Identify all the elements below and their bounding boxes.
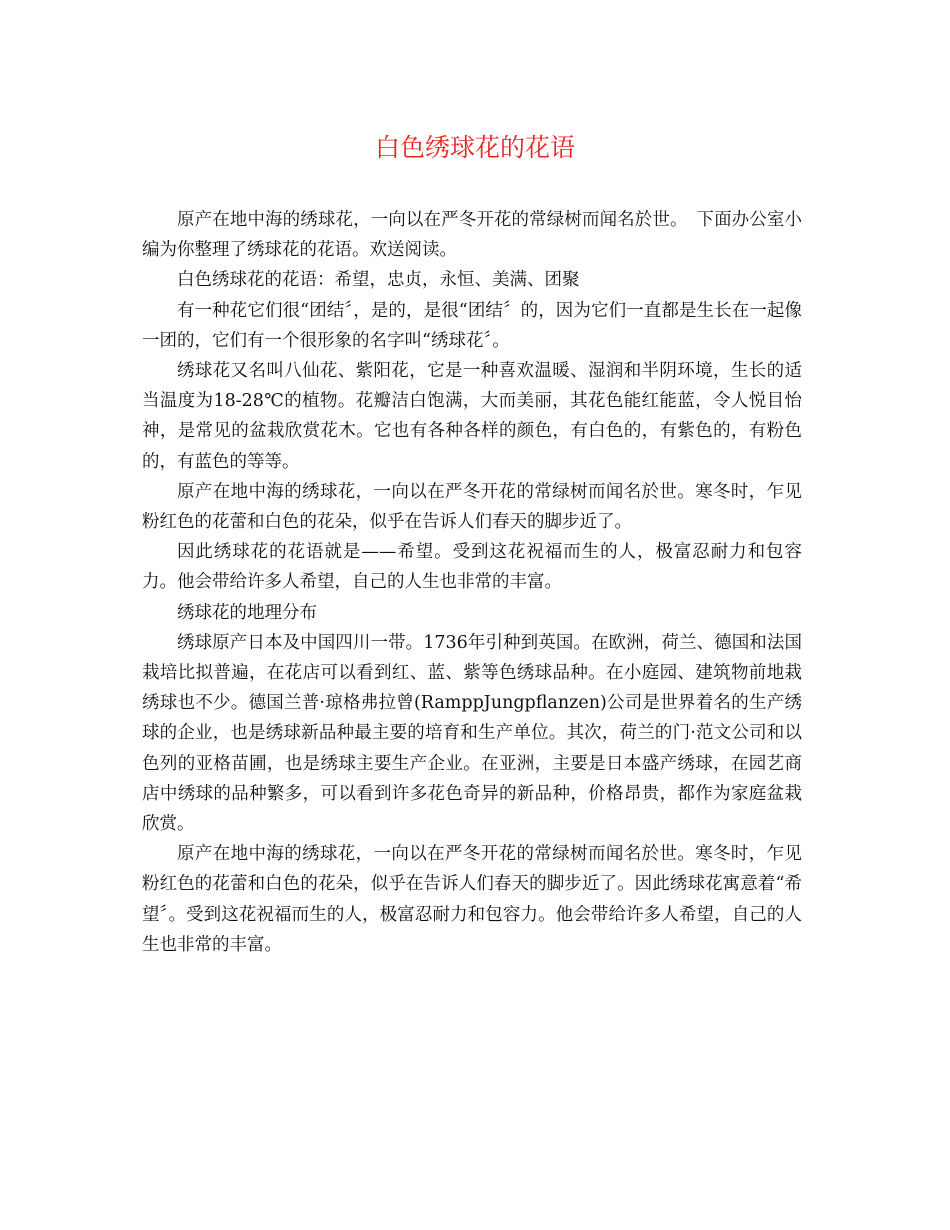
document-body (142, 205, 802, 960)
document-title: 白色绣球花的花语 (374, 133, 575, 162)
paragraph-unity: 有一种花它们很“团结〞，是的，是很“团结〞的，因为它们一直都是生长在一起像一团的，它们有一个很形象的名字叫“绣球花〞。 (142, 300, 802, 351)
paragraph-conclusion: 原产在地中海的绣球花，一向以在严冬开花的常绿树而闻名於世。寒冬时，乍见粉红色的花蕾和白色的花朵，似乎在告诉人们春天的脚步近了。因此绣球花寓意着“希望〞。受到这花祝福而生的人，极富忍耐力和包容力。他会带给许多人希望，自己的人生也非常的丰富。 (142, 844, 802, 955)
paragraph-intro: 原产在地中海的绣球花，一向以在严冬开花的常绿树而闻名於世。 下面办公室小编为你整理了绣球花的花语。欢送阅读。 (142, 210, 802, 261)
paragraph-origin: 原产在地中海的绣球花，一向以在严冬开花的常绿树而闻名於世。寒冬时，乍见粉红色的花蕾和白色的花朵，似乎在告诉人们春天的脚步近了。 (142, 481, 802, 533)
paragraph-flower-language: 白色绣球花的花语：希望，忠贞，永恒、美满、团聚 (177, 270, 580, 291)
section-heading-distribution: 绣球花的地理分布 (177, 602, 317, 623)
paragraph-description: 绣球花又名叫八仙花、紫阳花，它是一种喜欢温暖、湿润和半阴环境，生长的适当温度为18-28℃的植物。花瓣洁白饱满，大而美丽，其花色能红能蓝，令人悦目怡神，是常见的盆栽欣赏花木。它也有各种各样的颜色，有白色的，有紫色的，有粉色的，有蓝色的等等。 (142, 361, 802, 472)
paragraph-meaning: 因此绣球花的花语就是——希望。受到这花祝福而生的人，极富忍耐力和包容力。他会带给许多人希望，自己的人生也非常的丰富。 (142, 542, 802, 593)
paragraph-distribution: 绣球原产日本及中国四川一带。1736年引种到英国。在欧洲，荷兰、德国和法国栽培比拟普遍，在花店可以看到红、蓝、紫等色绣球品种。在小庭园、建筑物前地栽绣球也不少。德国兰普·琼格弗拉曾(RamppJungpflanzen)公司是世界着名的生产绣球的企业，也是绣球新品种最主要的培育和生产单位。其次，荷兰的门·范文公司和以色列的亚格苗圃，也是绣球主要生产企业。在亚洲，主要是日本盛产绣球，在园艺商店中绣球的品种繁多，可以看到许多花色奇异的新品种，价格昂贵，都作为家庭盆栽欣赏。 (142, 632, 802, 835)
